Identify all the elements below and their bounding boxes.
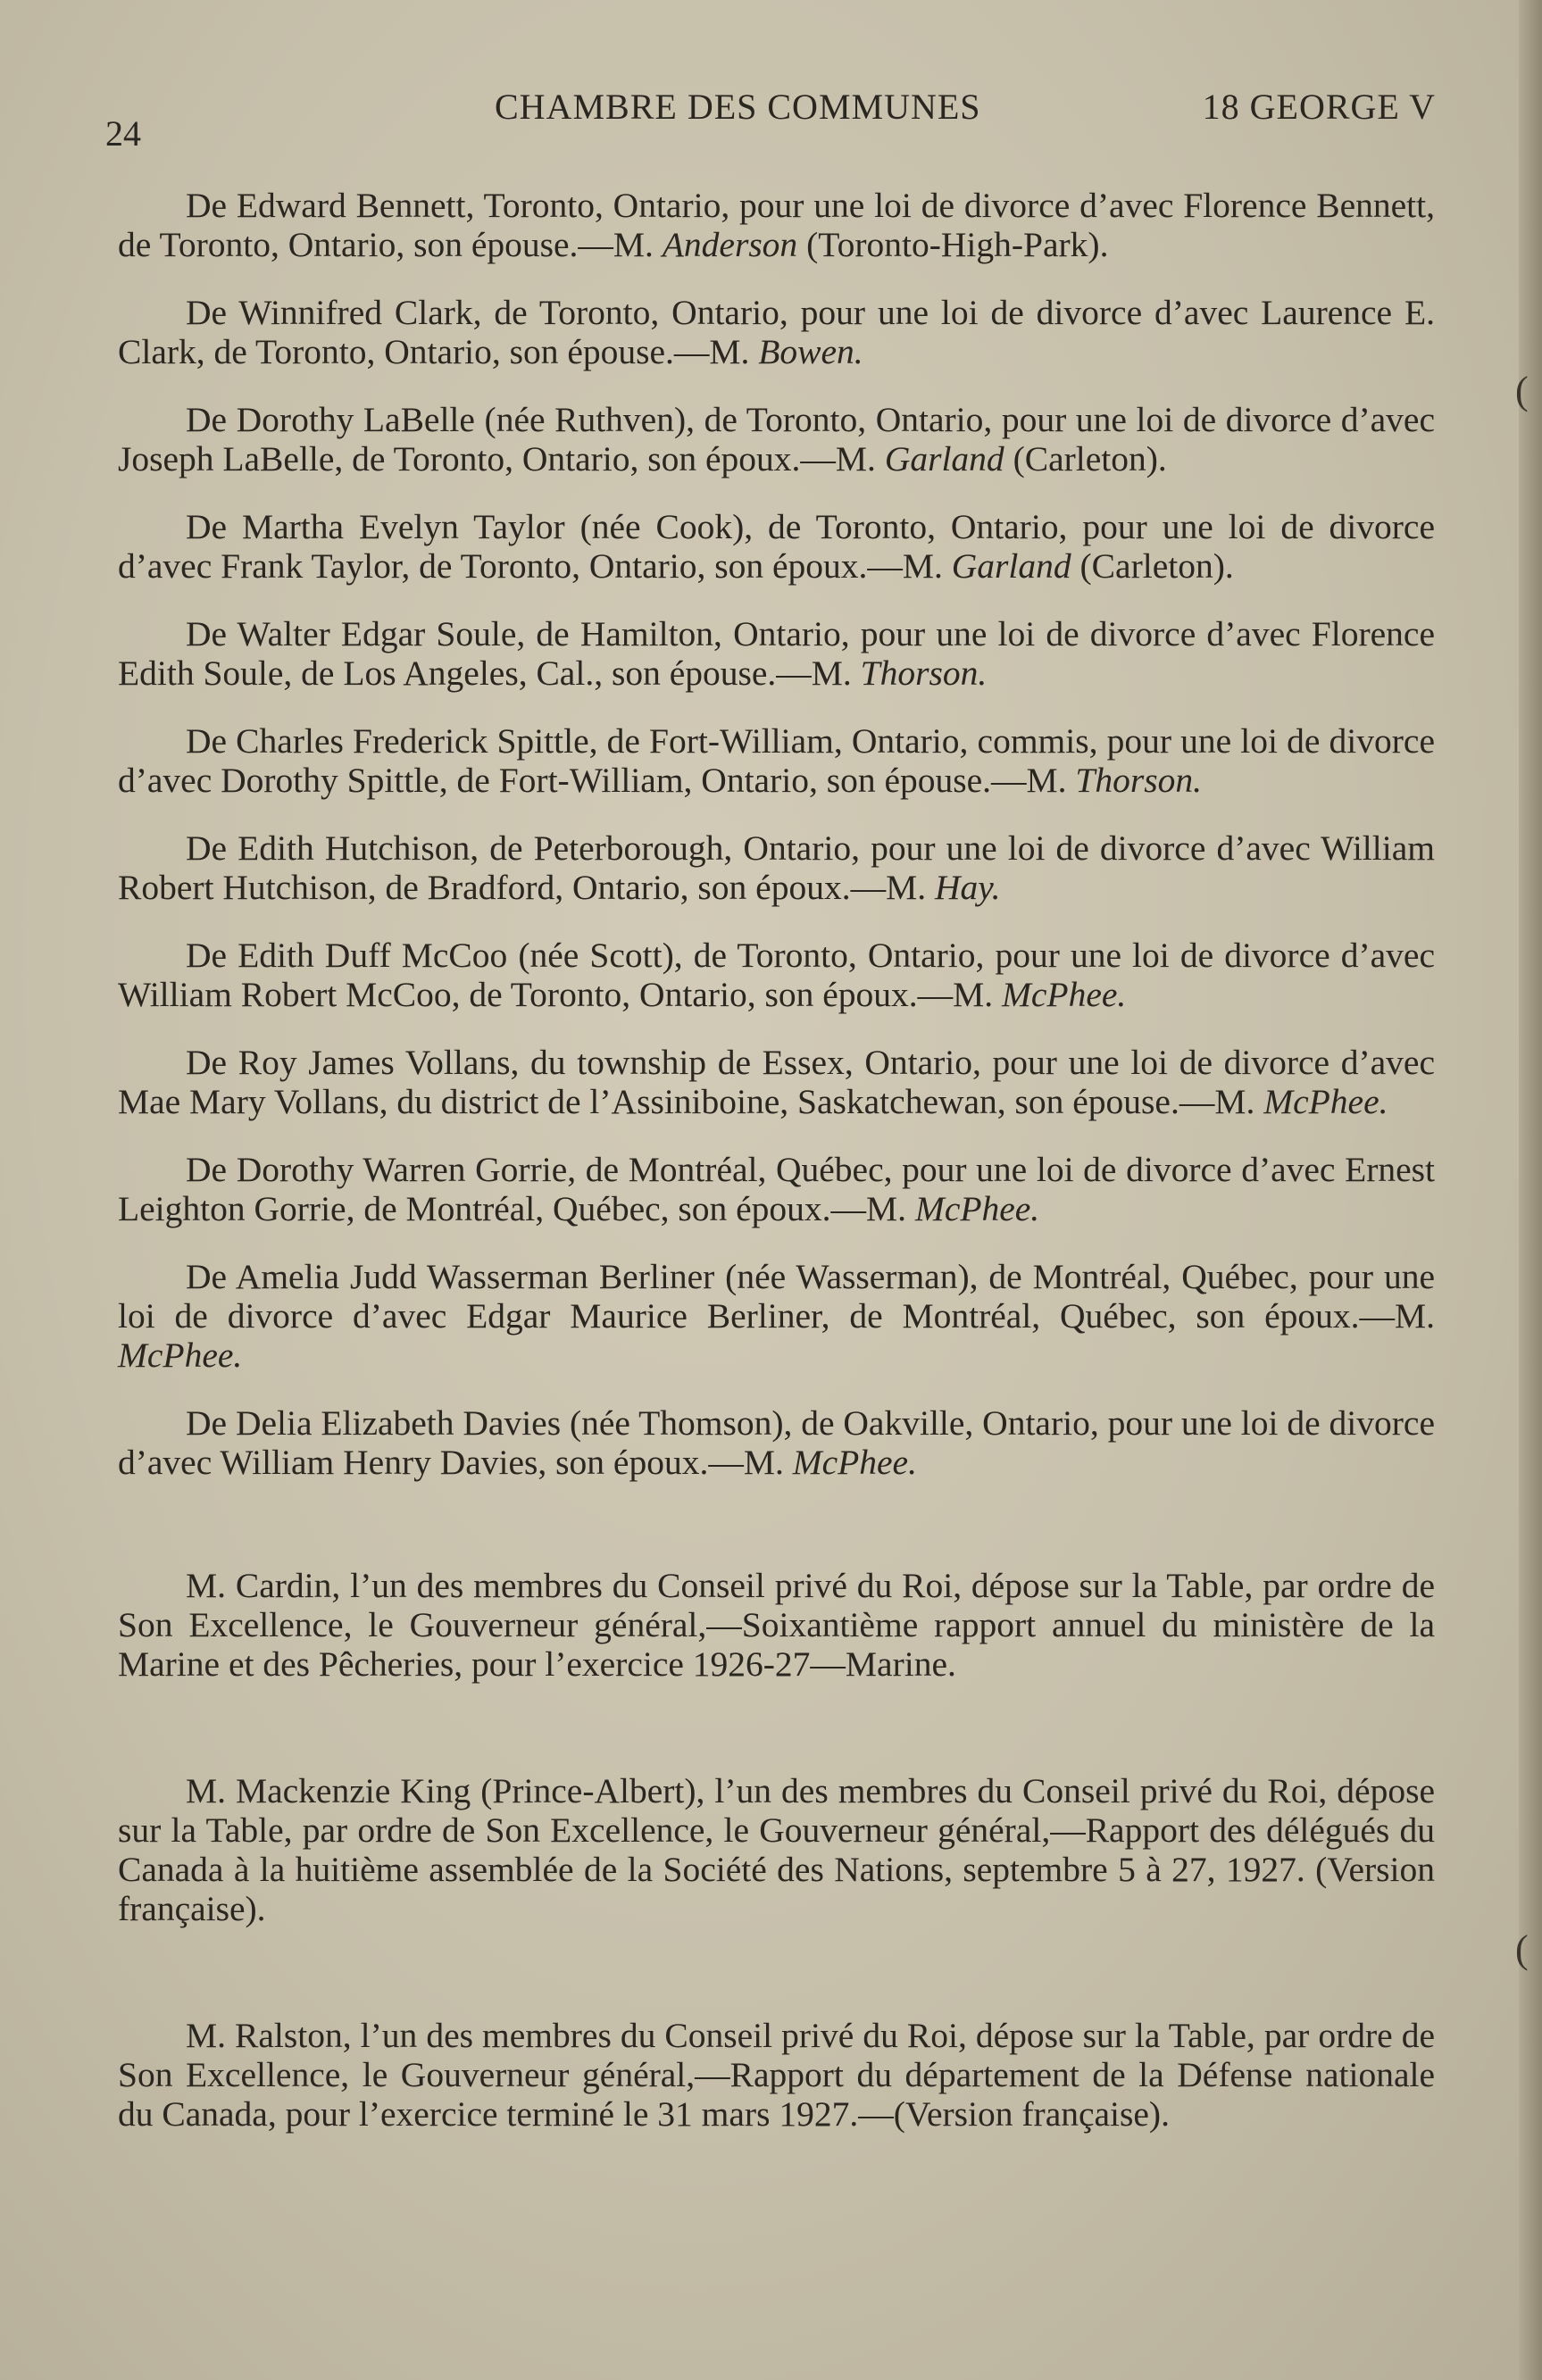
petition-paragraph	[118, 721, 1435, 800]
member-name: Bowen.	[758, 332, 863, 371]
member-name: Thorson.	[860, 653, 988, 693]
tabling-paragraph: M. Mackenzie King (Prince-Albert), l’un des membres du Conseil privé du Roi, dépose sur la Table, par ordre de Son Excellence, le Gouverneur général,—Rapport des délégués du Canada à la huitième assemblée de la Société des Nations, septembre 5 à 27, 1927. (Version française).	[118, 1771, 1435, 1928]
page-header	[105, 86, 1436, 154]
petition-text: De Amelia Judd Wasserman Berliner (née Wasserman), de Montréal, Québec, pour une loi de divorce d’avec Edgar Maurice Berliner, de Montréal, Québec, son époux.—M.	[118, 1257, 1435, 1336]
petition-paragraph	[118, 1150, 1435, 1228]
session-label: 18 GEORGE V	[1202, 87, 1436, 127]
petition-paragraph	[118, 293, 1435, 371]
member-name: Hay.	[934, 868, 1001, 907]
petition-paragraph	[118, 186, 1435, 264]
petition-text: De Edward Bennett, Toronto, Ontario, pour une loi de divorce d’avec Florence Bennett, de Toronto, Ontario, son épouse.—M.	[118, 186, 1435, 264]
member-name: Thorson.	[1075, 761, 1202, 800]
running-title: CHAMBRE DES COMMUNES	[495, 87, 981, 127]
petition-paragraph	[118, 1403, 1435, 1482]
petition-paragraph	[118, 507, 1435, 586]
page-number: 24	[105, 113, 141, 154]
member-name: Anderson	[662, 225, 798, 264]
petition-paragraph	[118, 828, 1435, 907]
member-name: McPhee.	[118, 1336, 243, 1375]
petition-text: De Dorothy LaBelle (née Ruthven), de Toronto, Ontario, pour une loi de divorce d’avec Joseph LaBelle, de Toronto, Ontario, son époux.—M.	[118, 400, 1435, 478]
margin-bracket-mark: (	[1515, 369, 1529, 412]
petition-paragraph	[118, 614, 1435, 693]
petition-text: De Dorothy Warren Gorrie, de Montréal, Québec, pour une loi de divorce d’avec Ernest Leighton Gorrie, de Montréal, Québec, son époux.—M.	[118, 1150, 1435, 1228]
petition-text: De Roy James Vollans, du township de Essex, Ontario, pour une loi de divorce d’avec Mae Mary Vollans, du district de l’Assiniboine, Saskatchewan, son épouse.—M.	[118, 1043, 1435, 1121]
petition-paragraph	[118, 1257, 1435, 1375]
petition-tail: (Carleton).	[1071, 546, 1234, 586]
petition-text: De Walter Edgar Soule, de Hamilton, Ontario, pour une loi de divorce d’avec Florence Edith Soule, de Los Angeles, Cal., son épouse.—M.	[118, 614, 1435, 693]
member-name: McPhee.	[914, 1189, 1040, 1228]
margin-bracket-mark: (	[1515, 1927, 1529, 1971]
petition-text: De Winnifred Clark, de Toronto, Ontario, pour une loi de divorce d’avec Laurence E. Clark, de Toronto, Ontario, son épouse.—M.	[118, 293, 1435, 371]
body-text	[118, 186, 1435, 2162]
petition-text: De Martha Evelyn Taylor (née Cook), de Toronto, Ontario, pour une loi de divorce d’avec Frank Taylor, de Toronto, Ontario, son époux.—M.	[118, 507, 1435, 586]
petition-tail: (Carleton).	[1004, 439, 1167, 478]
tabling-paragraph: M. Cardin, l’un des membres du Conseil privé du Roi, dépose sur la Table, par ordre de Son Excellence, le Gouverneur général,—Soixantième rapport annuel du ministère de la Marine et des Pêcheries, pour l’exercice 1926-27—Marine.	[118, 1566, 1435, 1684]
petition-text: De Edith Duff McCoo (née Scott), de Toronto, Ontario, pour une loi de divorce d’avec William Robert McCoo, de Toronto, Ontario, son époux.—M.	[118, 936, 1435, 1014]
tabling-paragraph: M. Ralston, l’un des membres du Conseil privé du Roi, dépose sur la Table, par ordre de Son Excellence, le Gouverneur général,—Rapport du département de la Défense nationale du Canada, pour l’exercice terminé le 31 mars 1927.—(Version française).	[118, 2016, 1435, 2134]
petition-paragraph	[118, 400, 1435, 478]
petition-text: De Charles Frederick Spittle, de Fort-William, Ontario, commis, pour une loi de divorce d’avec Dorothy Spittle, de Fort-William, Ontario, son épouse.—M.	[118, 721, 1435, 800]
petition-text: De Edith Hutchison, de Peterborough, Ontario, pour une loi de divorce d’avec William Robert Hutchison, de Bradford, Ontario, son époux.—M.	[118, 828, 1435, 907]
member-name: Garland	[951, 546, 1071, 586]
member-name: McPhee.	[1002, 975, 1127, 1014]
petition-tail: (Toronto-High-Park).	[797, 225, 1109, 264]
member-name: McPhee.	[792, 1443, 917, 1482]
member-name: Garland	[884, 439, 1004, 478]
member-name: McPhee.	[1263, 1082, 1388, 1121]
page-edge-shadow	[1519, 0, 1542, 2380]
petition-text: De Delia Elizabeth Davies (née Thomson), de Oakville, Ontario, pour une loi de divorce d’avec William Henry Davies, son époux.—M.	[118, 1403, 1435, 1482]
petition-paragraph	[118, 936, 1435, 1014]
petition-paragraph	[118, 1043, 1435, 1121]
